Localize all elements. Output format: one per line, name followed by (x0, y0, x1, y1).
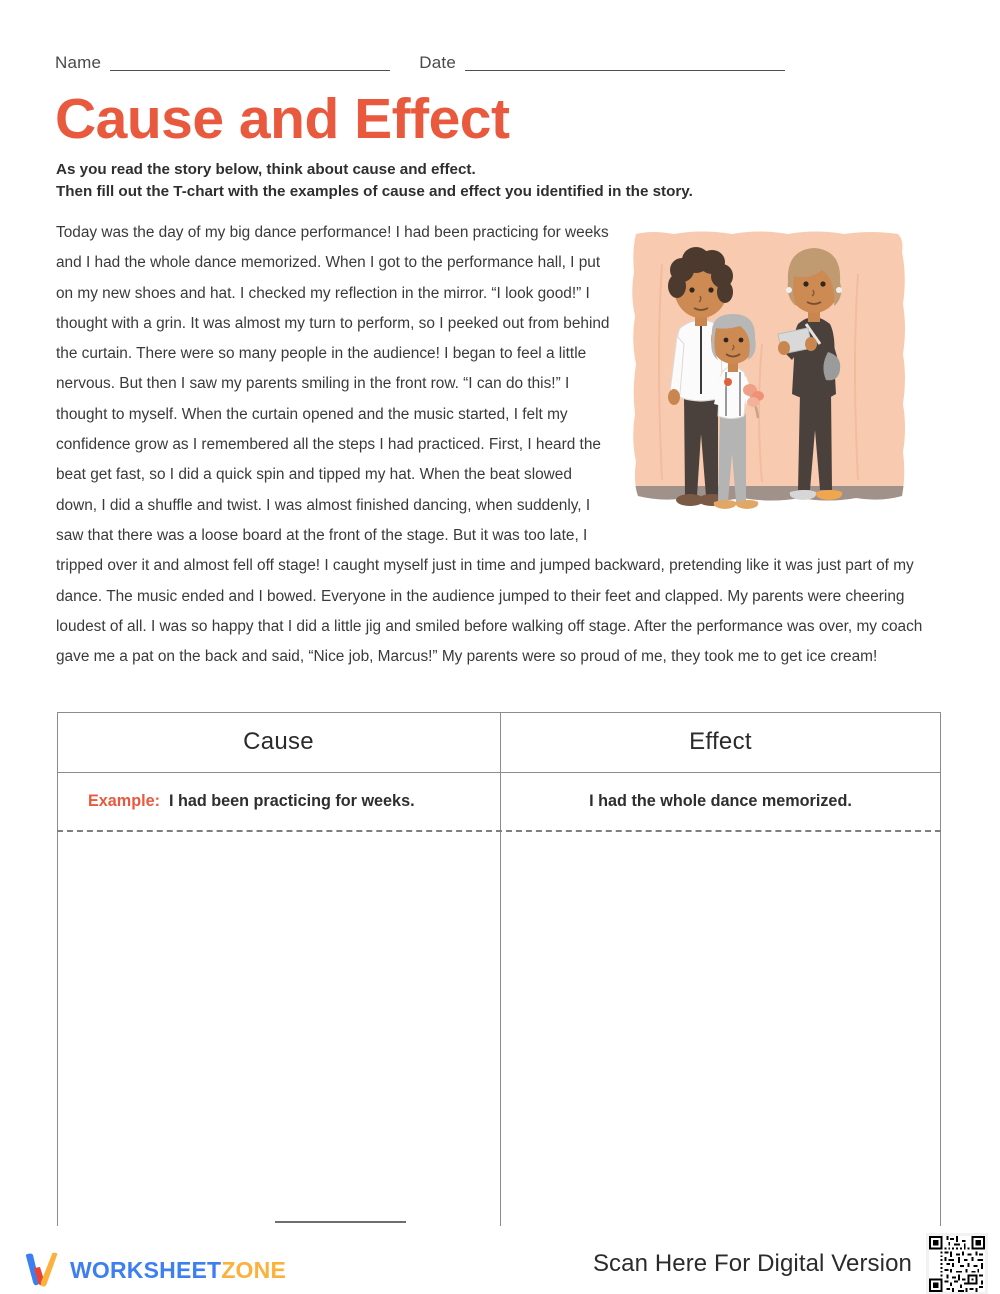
instructions-line-1: As you read the story below, think about cause and effect. (56, 161, 476, 178)
t-chart (57, 712, 941, 1226)
example-row-effect (500, 772, 941, 830)
example-cause-text: I had been practicing for weeks. (168, 791, 415, 810)
example-row-cause (57, 772, 500, 830)
qr-code[interactable] (926, 1233, 988, 1294)
column-header-effect-label: Effect (689, 728, 752, 755)
example-effect-text: I had the whole dance memorized. (589, 791, 852, 810)
instructions (56, 159, 856, 203)
worksheet-zone-wordmark (70, 1257, 286, 1284)
logo-word-zone: ZONE (221, 1256, 287, 1283)
logo-word-worksheet: WORKSHEET (70, 1256, 222, 1283)
page-title: Cause and Effect (55, 87, 510, 151)
t-chart-example-divider (57, 830, 941, 832)
example-label: Example: (88, 791, 160, 810)
illustration-text-wrap-spacer (610, 218, 940, 536)
column-header-cause (57, 712, 500, 772)
answer-write-line[interactable] (275, 1221, 406, 1223)
instructions-line-2: Then fill out the T-chart with the examples of cause and effect you identified in the story. (56, 183, 693, 200)
scan-footer (593, 1233, 988, 1294)
column-header-effect (500, 712, 941, 772)
worksheet-zone-logo[interactable] (22, 1252, 286, 1288)
scan-instruction-text: Scan Here For Digital Version (592, 1250, 912, 1277)
date-input-line[interactable] (465, 70, 785, 71)
date-label: Date (419, 53, 456, 72)
story-text (56, 218, 940, 672)
story-paragraph: Today was the day of my big dance performance! I had been practicing for weeks and I had the whole dance memorized. When I got to the performance hall, I put on my new shoes and hat. I checked my reflection in the mirror. “I look good!” I thought with a grin. It was almost my turn to perform, so I peeked out from behind the curtain. There were so many people in the audience! I began to feel a little nervous. But then I saw my parents smiling in the front row. “I can do this!” I thought to myself. When the curtain opened and the music started, I felt my confidence grow as I remembered all the steps I had practiced. First, I heard the beat get fast, so I did a quick spin and tipped my hat. When the beat slowed down, I did a shuffle and twist. I was almost finished dancing, when suddenly, I saw that there was a loose board at the front of the stage. But it was too late, I tripped over it and almost fell off stage! I caught myself just in time and jumped backward, pretending like it was just part of my dance. The music ended and I bowed. Everyone in the audience jumped to their feet and clapped. My parents were cheering loudest of all. I was so happy that I did a little jig and smiled before walking off stage. After the performance was over, my coach gave me a pat on the back and said, “Nice job, Marcus!” My parents were so proud of me, they took me to get ice cream! (56, 218, 940, 672)
name-label: Name (55, 53, 102, 72)
column-header-cause-label: Cause (243, 728, 314, 755)
name-date-row (55, 48, 785, 74)
worksheet-zone-mark-icon (22, 1252, 60, 1288)
name-input-line[interactable] (110, 70, 390, 71)
